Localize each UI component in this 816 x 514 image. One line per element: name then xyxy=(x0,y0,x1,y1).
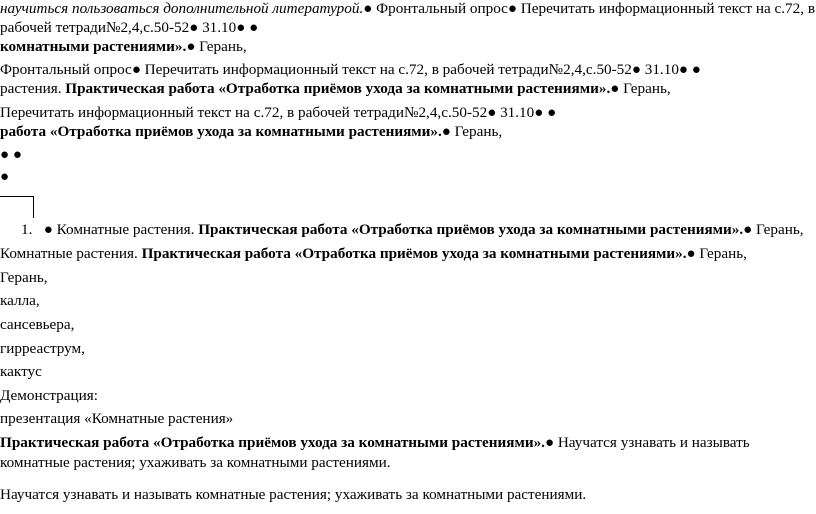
date-text: 31.10 xyxy=(496,104,535,121)
text-line-5 xyxy=(0,80,671,98)
bullet-icon: ● xyxy=(43,222,53,238)
text-line-8 xyxy=(0,146,22,164)
table-cell-fragment xyxy=(0,196,34,218)
text-line-11 xyxy=(0,245,747,263)
text-fragment: Перечитать информационный текст на с.72, в рабочей тетради№2,4,с.50-52 xyxy=(140,61,632,78)
date-text: 31.10 xyxy=(198,19,237,36)
text-fragment: Научатся узнавать и называть xyxy=(554,434,750,451)
bold-text: работа «Отработка приёмов ухода за комнатными растениями». xyxy=(0,123,442,140)
bullet-icon: ● xyxy=(0,169,10,185)
text-fragment: растения. xyxy=(0,80,66,97)
bullet-icon: ● xyxy=(189,20,199,36)
bullet-icon: ● xyxy=(487,105,497,121)
bullet-icon: ● xyxy=(186,39,196,55)
text-fragment: Герань, xyxy=(450,123,503,140)
bullet-icon: ● xyxy=(686,246,696,262)
bullet-icon: ● xyxy=(236,20,246,36)
plant-item: Герань, xyxy=(0,269,48,286)
bold-text: Практическая работа «Отработка приёмов ухода за комнатными растениями». xyxy=(65,80,611,97)
bullet-icon: ● xyxy=(441,124,451,140)
bold-text: комнатными растениями». xyxy=(0,38,187,55)
text-fragment: Фронтальный опрос xyxy=(372,0,508,17)
text-line-20: комнатные растения; ухаживать за комнатными растениями. xyxy=(0,454,391,471)
bullet-icon: ● xyxy=(507,1,517,17)
bullet-icon: ● xyxy=(131,62,141,78)
bullet-icon: ● xyxy=(678,62,688,78)
bullet-icon: ● xyxy=(631,62,641,78)
text-fragment: Комнатные растения. xyxy=(0,245,142,262)
bullet-icon: ● xyxy=(249,20,259,36)
plant-item: кактус xyxy=(0,363,42,380)
text-fragment: Герань, xyxy=(695,245,747,262)
text-line-2 xyxy=(0,19,258,37)
bold-text: Практическая работа «Отработка приёмов ухода за комнатными растениями». xyxy=(198,221,744,238)
text-fragment: Перечитать информационный текст на с.72, в рабочей тетради№2,4,с.50-52 xyxy=(0,104,488,121)
text-line-21: Научатся узнавать и называть комнатные растения; ухаживать за комнатными растениями. xyxy=(0,486,587,503)
demo-label: Демонстрация: xyxy=(0,387,98,404)
bullet-icon: ● xyxy=(363,1,373,17)
bullet-icon: ● xyxy=(547,105,557,121)
bullet-icon: ● xyxy=(691,62,701,78)
text-fragment: Перечитать информационный текст на с.72, в xyxy=(516,0,815,17)
plant-item: сансевьера, xyxy=(0,316,75,333)
list-number: 1. xyxy=(21,221,33,238)
text-line-3 xyxy=(0,38,247,56)
text-fragment: Герань, xyxy=(752,221,804,238)
text-fragment: Комнатные растения. xyxy=(52,221,199,238)
text-line-1 xyxy=(0,0,815,18)
italic-text: научиться пользоваться дополнительной литературой. xyxy=(0,0,364,17)
text-line-7 xyxy=(0,123,502,141)
bullet-icon: ● xyxy=(544,435,555,451)
text-line-6 xyxy=(0,104,556,122)
bold-text: Практическая работа «Отработка приёмов ухода за комнатными растениями». xyxy=(141,245,687,262)
bullet-icon: ● xyxy=(12,147,22,163)
bullet-icon: ● xyxy=(743,222,753,238)
demo-value: презентация «Комнатные растения» xyxy=(0,410,234,427)
text-line-9 xyxy=(0,168,9,186)
list-item-1 xyxy=(21,221,804,239)
bullet-icon: ● xyxy=(0,147,10,163)
plant-item: калла, xyxy=(0,292,40,309)
date-text: 31.10 xyxy=(640,61,679,78)
bullet-icon: ● xyxy=(610,81,620,97)
plant-item: гирреаструм, xyxy=(0,340,85,357)
text-fragment: Герань, xyxy=(619,80,671,97)
text-fragment: Фронтальный опрос xyxy=(0,61,132,78)
bold-text: Практическая работа «Отработка приёмов ухода за комнатными растениями». xyxy=(0,434,545,451)
bullet-icon: ● xyxy=(534,105,544,121)
text-fragment: Герань, xyxy=(195,38,247,55)
text-line-19 xyxy=(0,434,750,452)
text-line-4 xyxy=(0,61,701,79)
text-fragment: рабочей тетради№2,4,с.50-52 xyxy=(0,19,190,36)
